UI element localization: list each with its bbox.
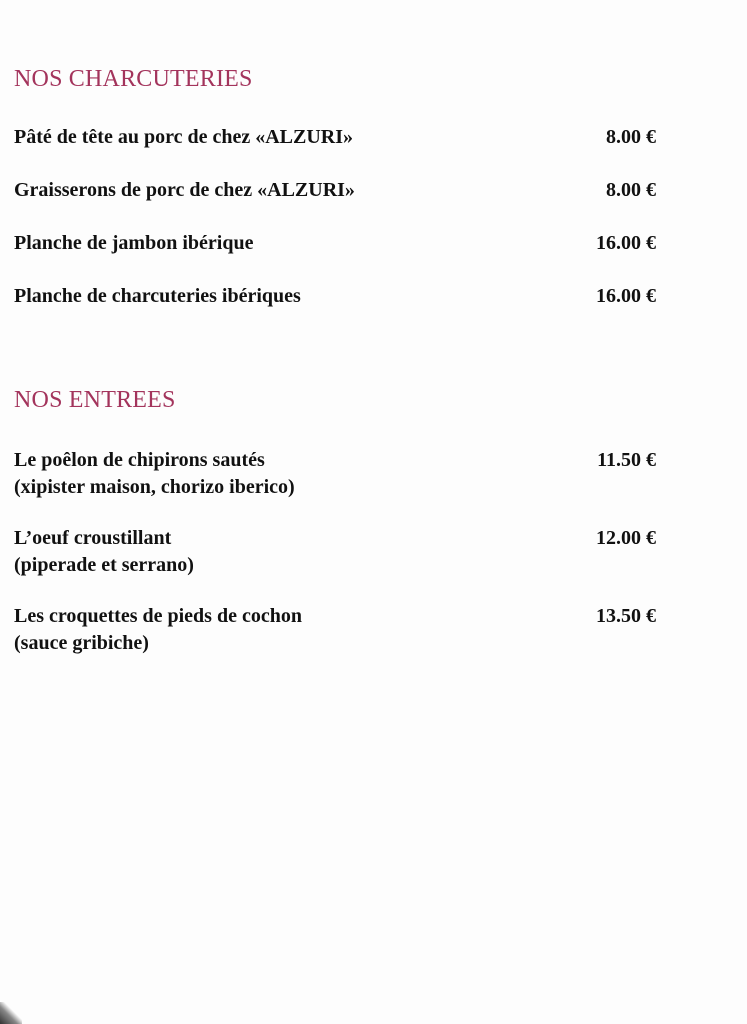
item-name: Graisserons de porc de chez «ALZURI»: [14, 179, 355, 201]
page-corner-shadow: [0, 1002, 22, 1024]
item-name: Pâté de tête au porc de chez «ALZURI»: [14, 126, 354, 148]
item-price: 8.00 €: [606, 179, 656, 201]
item-price: 16.00 €: [596, 232, 656, 254]
menu-item: [14, 283, 656, 310]
item-description: (sauce gribiche): [14, 632, 149, 654]
item-name: Planche de jambon ibérique: [14, 232, 254, 254]
section-title-charcuteries: NOS CHARCUTERIES: [14, 66, 253, 92]
item-name: L’oeuf croustillant: [14, 527, 172, 549]
item-description: (piperade et serrano): [14, 554, 194, 576]
item-name: Les croquettes de pieds de cochon: [14, 605, 302, 627]
item-price: 13.50 €: [596, 605, 656, 627]
menu-item: [14, 177, 656, 204]
item-description: (xipister maison, chorizo iberico): [14, 476, 295, 498]
menu-item: [14, 603, 656, 657]
menu-item: [14, 525, 656, 579]
menu-item: [14, 124, 656, 151]
item-name: Le poêlon de chipirons sautés: [14, 449, 265, 471]
menu-item: [14, 447, 656, 501]
menu-item: [14, 230, 656, 257]
item-price: 8.00 €: [606, 126, 656, 148]
item-price: 16.00 €: [596, 285, 656, 307]
item-name: Planche de charcuteries ibériques: [14, 285, 301, 307]
item-price: 11.50 €: [597, 449, 656, 471]
item-price: 12.00 €: [596, 527, 656, 549]
section-title-entrees: NOS ENTREES: [14, 387, 176, 413]
